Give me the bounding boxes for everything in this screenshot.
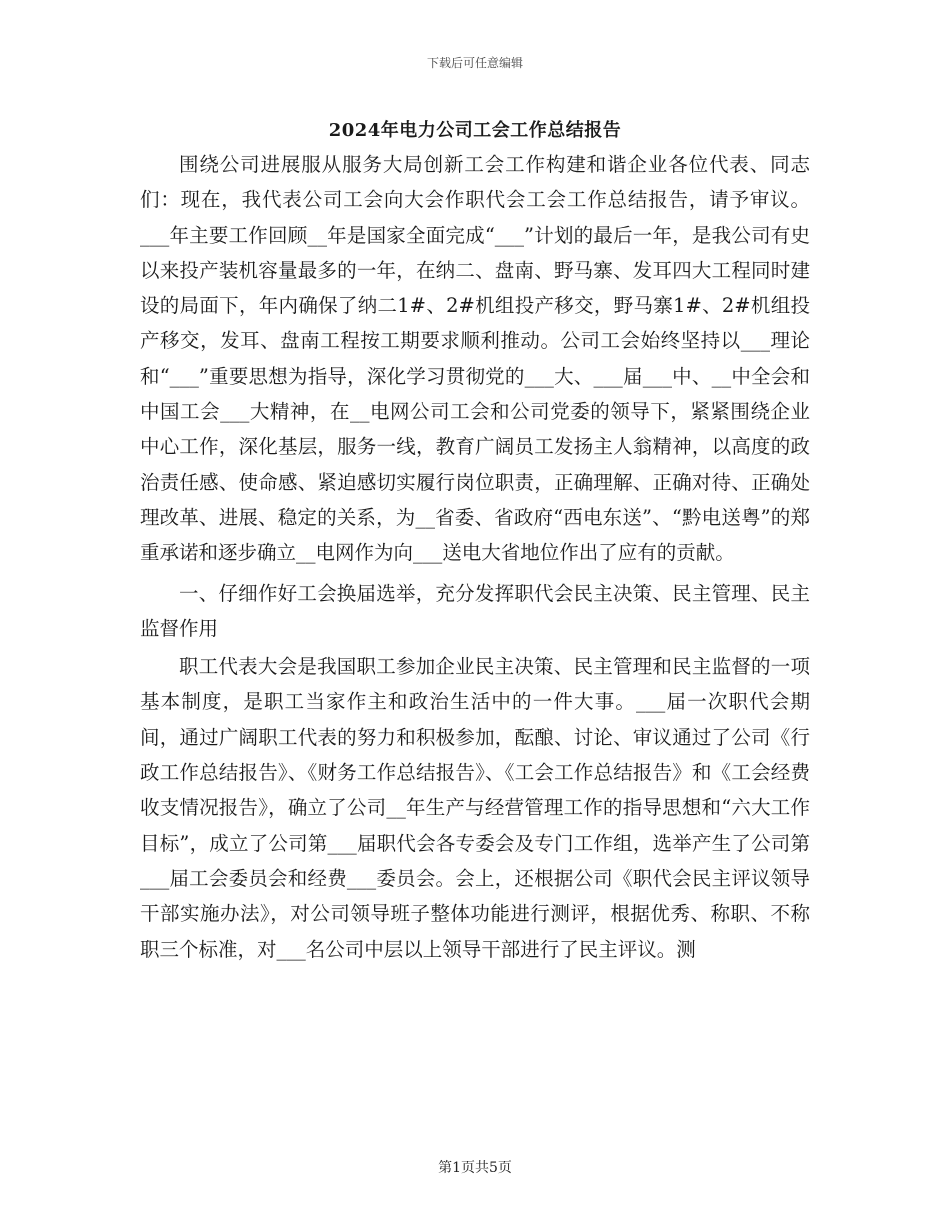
header-note: 下载后可任意编辑	[426, 56, 523, 70]
paragraph-section-1: 职工代表大会是我国职工参加企业民主决策、民主管理和民主监督的一项基本制度，是职工当家作主和政治生活中的一件大事。___届一次职代会期间，通过广阔职工代表的努力和积极参加，酝酿、讨论、审议通过了公司《行政工作总结报告》、《财务工作总结报告》、《工会工作总结报告》和《工会经费收支情况报告》，确立了公司__年生产与经营管理工作的指导思想和“六大工作目标”，成立了公司第___届职代会各专委会及专门工作组，选举产生了公司第___届工会委员会和经费___委员会。会上，还根据公司《职代会民主评议领导干部实施办法》，对公司领导班子整体功能进行测评，根据优秀、称职、不称职三个标准，对___名公司中层以上领导干部进行了民主评议。测	[140, 655, 810, 961]
document-title: 2024年电力公司工会工作总结报告	[328, 120, 622, 141]
section-heading-1: 一、仔细作好工会换届选举，充分发挥职代会民主决策、民主管理、民主监督作用	[140, 581, 810, 640]
document-body	[140, 147, 810, 967]
page-number: 第1页共5页	[438, 1160, 512, 1176]
paragraph-intro: 围绕公司进展服从服务大局创新工会工作构建和谐企业各位代表、同志们：现在，我代表公司工会向大会作职代会工会工作总结报告，请予审议。___年主要工作回顾__年是国家全面完成“___”计划的最后一年，是我公司有史以来投产装机容量最多的一年，在纳二、盘南、野马寨、发耳四大工程同时建设的局面下，年内确保了纳二1#、2#机组投产移交，野马寨1#、2#机组投产移交，发耳、盘南工程按工期要求顺利推动。公司工会始终坚持以___理论和“___”重要思想为指导，深化学习贯彻党的___大、___届___中、__中全会和中国工会___大精神，在__电网公司工会和公司党委的领导下，紧紧围绕企业中心工作，深化基层，服务一线，教育广阔员工发扬主人翁精神，以高度的政治责任感、使命感、紧迫感切实履行岗位职责，正确理解、正确对待、正确处理改革、进展、稳定的关系，为__省委、省政府“西电东送”、“黔电送粤”的郑重承诺和逐步确立__电网作为向___送电大省地位作出了应有的贡献。	[140, 153, 810, 565]
